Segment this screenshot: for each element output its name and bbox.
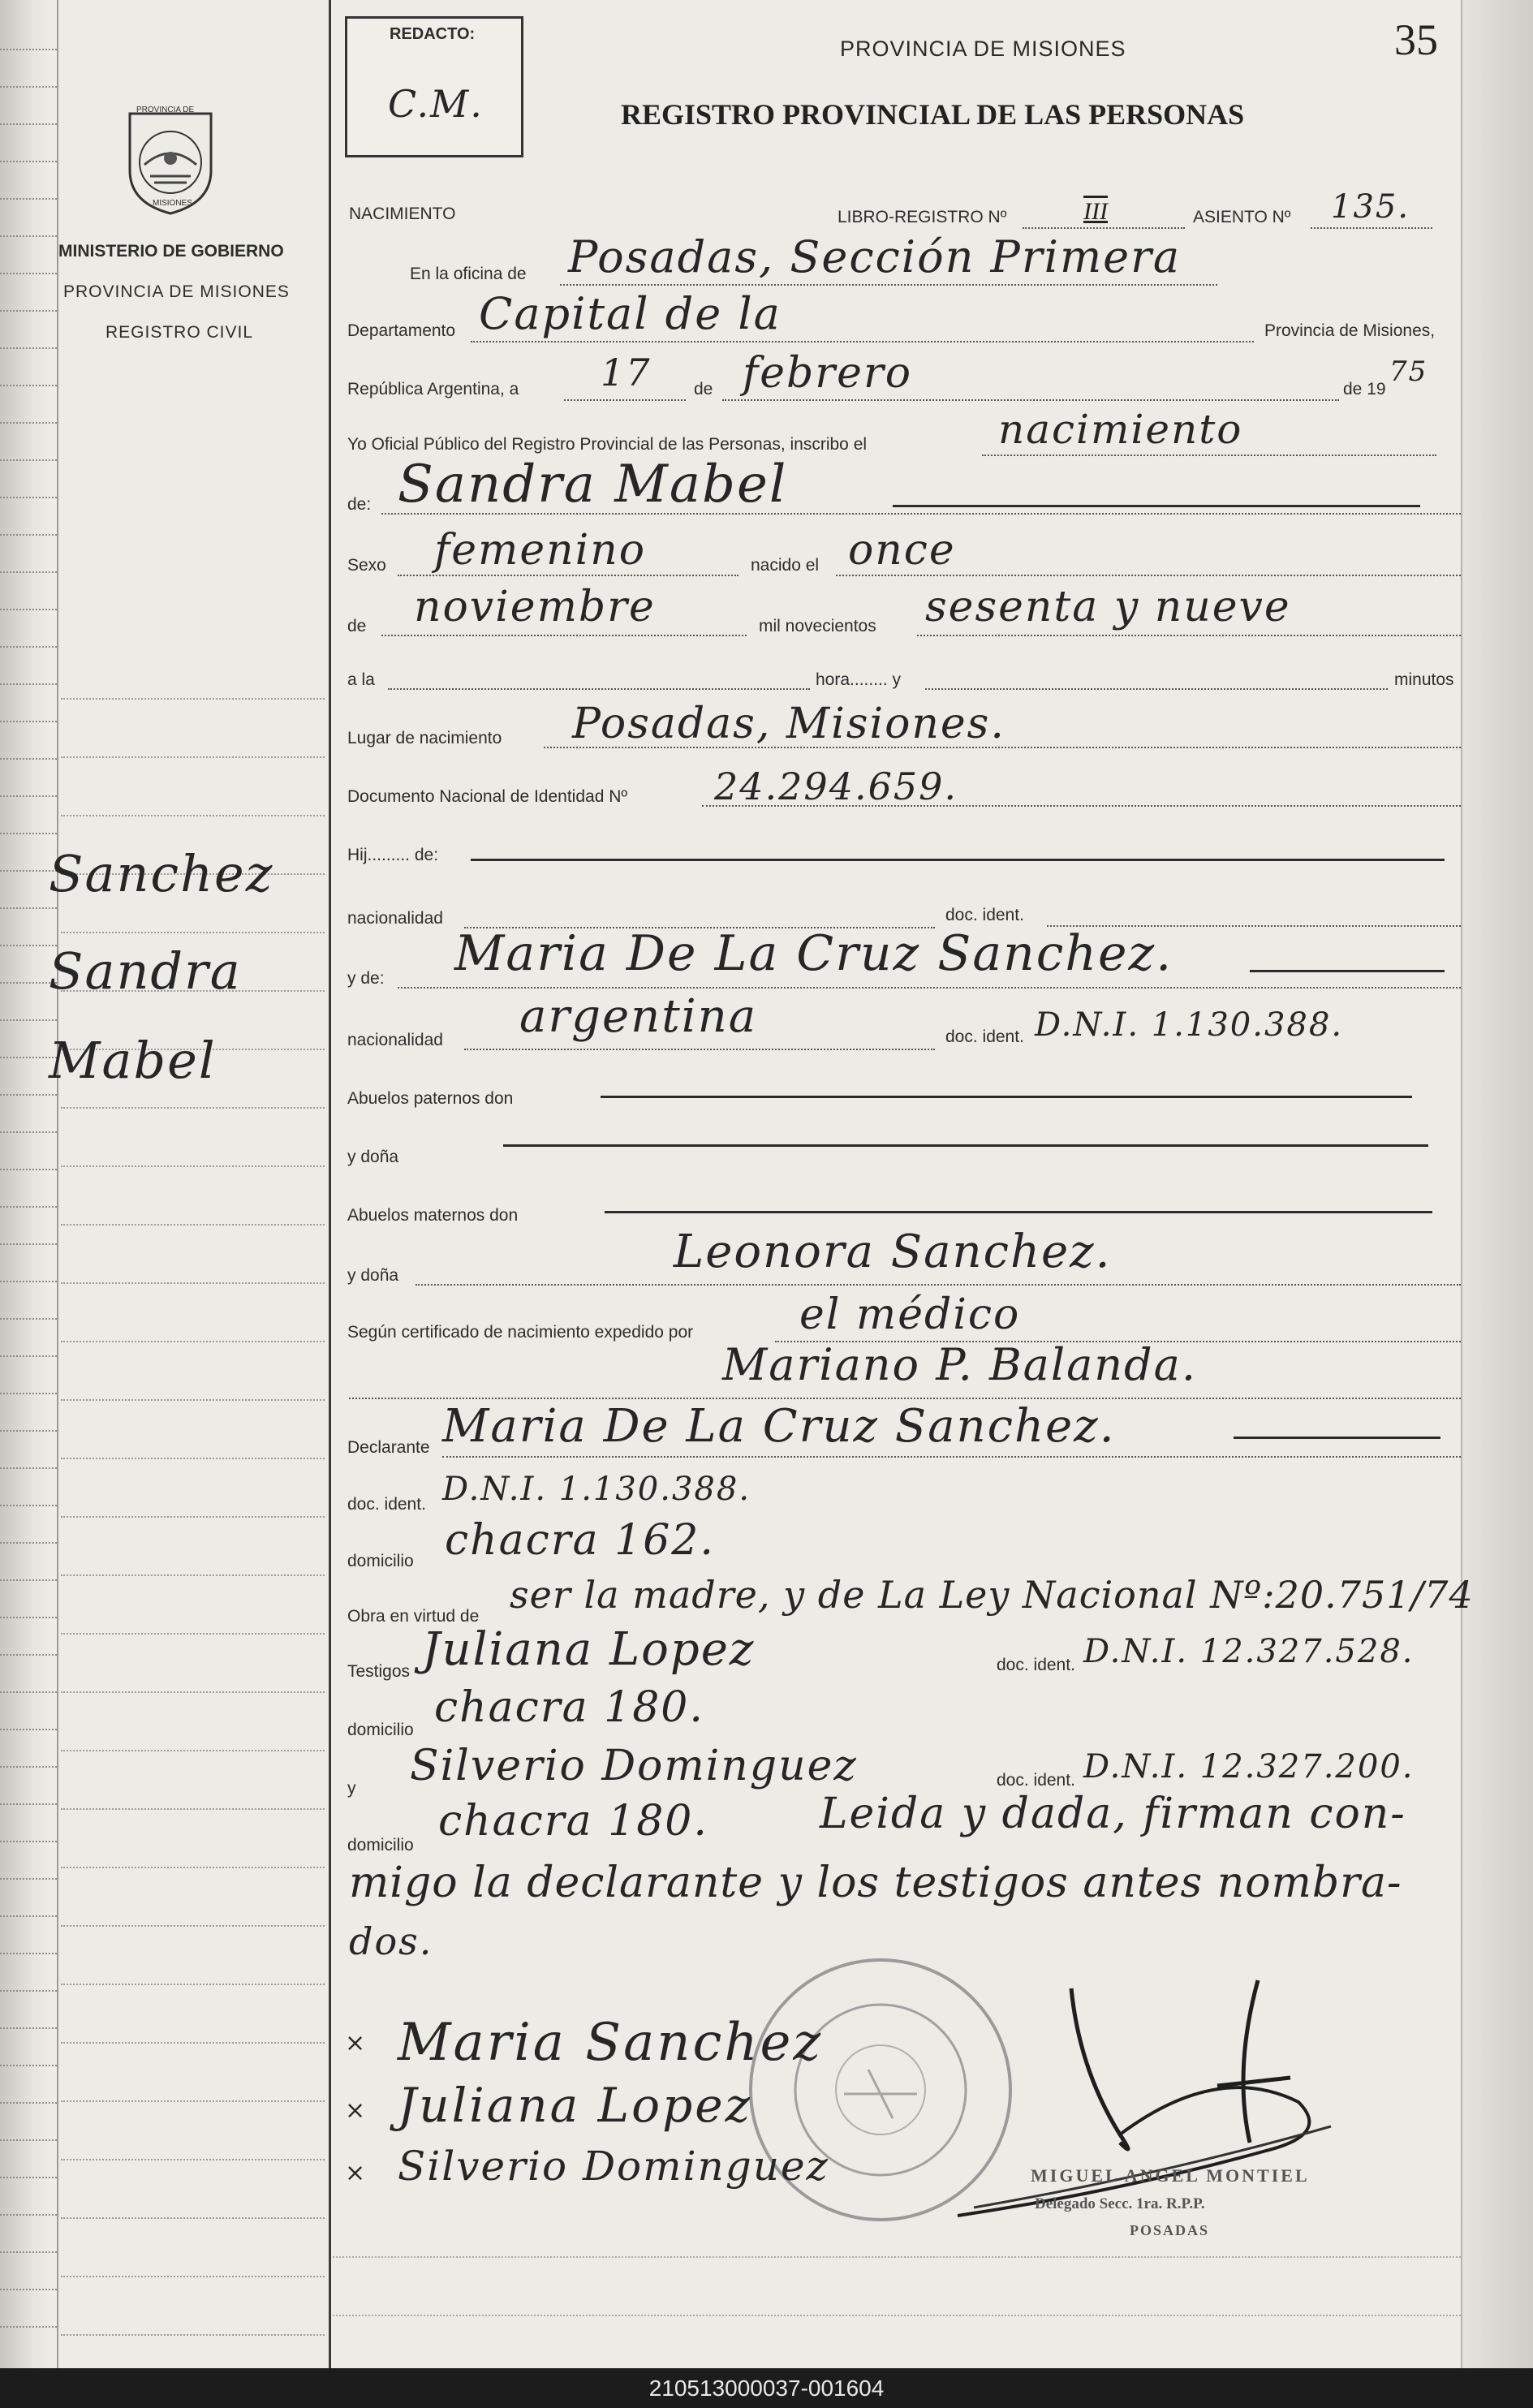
domicilio1-label: domicilio bbox=[347, 1552, 414, 1570]
ruled-line bbox=[0, 1878, 57, 1880]
anio-nac-dots bbox=[917, 635, 1461, 636]
ruled-line bbox=[0, 1953, 57, 1954]
abuela-mat-dots bbox=[416, 1284, 1461, 1286]
official-title: Delegado Secc. 1ra. R.P.P. bbox=[1035, 2195, 1205, 2212]
margin-ruled-line bbox=[61, 1750, 325, 1751]
ruled-line bbox=[0, 1019, 57, 1021]
nacionalidad2-value: argentina bbox=[519, 990, 758, 1043]
leida-line2: migo la declarante y los testigos antes nombra- bbox=[349, 1859, 1402, 1907]
oficina-dots bbox=[560, 284, 1217, 286]
margin-surname: Sanchez bbox=[49, 844, 274, 903]
segun-value: el médico bbox=[799, 1290, 1021, 1339]
ruled-line bbox=[0, 1243, 57, 1245]
ruled-line bbox=[0, 497, 57, 498]
ruled-line bbox=[0, 907, 57, 909]
ruled-line bbox=[0, 833, 57, 834]
de-label: de bbox=[694, 380, 713, 398]
nombre-value: Sandra Mabel bbox=[398, 454, 788, 515]
minutos-dots bbox=[925, 688, 1388, 690]
sexo-dots bbox=[398, 575, 739, 576]
ruled-line bbox=[0, 721, 57, 722]
ministry-line1: MINISTERIO DE GOBIERNO bbox=[58, 242, 284, 261]
margin-ruled-line bbox=[61, 698, 325, 700]
signature-3: Silverio Dominguez bbox=[398, 2143, 829, 2190]
leida-line3: dos. bbox=[349, 1919, 433, 1963]
margin-ruled-line bbox=[61, 1867, 325, 1868]
segun-label: Según certificado de nacimiento expedido por bbox=[347, 1323, 694, 1342]
padre-fill-line bbox=[471, 859, 1445, 861]
sexo-value: femenino bbox=[434, 526, 647, 575]
ruled-line bbox=[0, 758, 57, 760]
ruled-line bbox=[0, 2289, 57, 2290]
nombre-fill-line bbox=[893, 505, 1420, 507]
ruled-line bbox=[0, 646, 57, 648]
margin-ruled-line bbox=[61, 1574, 325, 1576]
ruled-line bbox=[0, 161, 57, 162]
sig-x-2: × bbox=[345, 2096, 368, 2125]
provincia-label: Provincia de Misiones, bbox=[1264, 321, 1436, 340]
ruled-line bbox=[0, 1467, 57, 1469]
mes-value: febrero bbox=[743, 349, 913, 398]
docident4-value: D.N.I. 12.327.528. bbox=[1083, 1633, 1415, 1670]
anio-label: de 19 bbox=[1343, 380, 1386, 398]
declarante-value: Maria De La Cruz Sanchez. bbox=[442, 1400, 1116, 1453]
nacionalidad1-label: nacionalidad bbox=[347, 909, 443, 928]
abuelos-mat-label: Abuelos maternos don bbox=[347, 1206, 519, 1225]
body-ruled-line bbox=[333, 2315, 1461, 2316]
oficial-label: Yo Oficial Público del Registro Provincial de las Personas, inscribo el bbox=[347, 435, 868, 454]
ruled-line bbox=[0, 86, 57, 88]
dia-dots bbox=[564, 399, 686, 401]
ruled-line bbox=[0, 1206, 57, 1208]
margin-ruled-line bbox=[61, 1633, 325, 1635]
margin-ruled-line bbox=[61, 756, 325, 758]
domicilio2-label: domicilio bbox=[347, 1721, 414, 1739]
page-edge bbox=[1461, 0, 1533, 2368]
margin-ruled-line bbox=[61, 1458, 325, 1459]
ruled-line bbox=[0, 310, 57, 312]
ruled-line bbox=[0, 571, 57, 573]
docident5-value: D.N.I. 12.327.200. bbox=[1083, 1748, 1415, 1786]
libro-dots bbox=[1023, 227, 1185, 229]
margin-ruled-line bbox=[61, 1399, 325, 1401]
departamento-label: Departamento bbox=[347, 321, 456, 340]
madre-dots bbox=[398, 987, 1461, 989]
abuela-mat-value: Leonora Sanchez. bbox=[674, 1226, 1112, 1278]
margin-line bbox=[57, 0, 58, 2368]
margin-ruled-line bbox=[61, 1808, 325, 1810]
de2-label: de: bbox=[347, 495, 372, 514]
madre-value: Maria De La Cruz Sanchez. bbox=[454, 925, 1173, 982]
testigo2-value: Silverio Dominguez bbox=[410, 1742, 858, 1790]
declarante-fill-line bbox=[1234, 1437, 1440, 1439]
margin-firstname: Sandra bbox=[49, 941, 242, 1001]
ruled-line bbox=[0, 2326, 57, 2328]
margin-ruled-line bbox=[61, 1341, 325, 1342]
redacto-label: REDACTO: bbox=[390, 25, 476, 43]
declarante-dots bbox=[442, 1456, 1461, 1458]
margin-ruled-line bbox=[61, 2100, 325, 2102]
ydona1-label: y doña bbox=[347, 1148, 399, 1166]
mes-dots bbox=[722, 399, 1339, 401]
oficina-value: Posadas, Sección Primera bbox=[568, 231, 1182, 282]
ruled-line bbox=[0, 1281, 57, 1282]
inscribo-value: nacimiento bbox=[998, 406, 1243, 453]
ruled-line bbox=[0, 1579, 57, 1581]
official-place: POSADAS bbox=[1130, 2222, 1210, 2238]
ruled-line bbox=[0, 1430, 57, 1432]
minutos-label: minutos bbox=[1394, 670, 1454, 689]
ruled-line bbox=[0, 1691, 57, 1693]
docident1-label: doc. ident. bbox=[945, 906, 1024, 924]
docident2-label: doc. ident. bbox=[945, 1027, 1024, 1046]
ruled-line bbox=[0, 1803, 57, 1805]
nacido-dots bbox=[836, 575, 1461, 576]
ruled-line bbox=[0, 2065, 57, 2066]
abuelo-mat-fill-line bbox=[605, 1211, 1432, 1213]
medico-value: Mariano P. Balanda. bbox=[722, 1339, 1197, 1390]
margin-ruled-line bbox=[61, 1984, 325, 1985]
leida-line1: Leida y dada, firman con- bbox=[820, 1790, 1406, 1838]
ruled-line bbox=[0, 1766, 57, 1768]
ruled-line bbox=[0, 2027, 57, 2029]
official-name: MIGUEL ANGEL MONTIEL bbox=[1031, 2165, 1310, 2186]
abuelos-pat-label: Abuelos paternos don bbox=[347, 1089, 514, 1108]
ruled-line bbox=[0, 795, 57, 797]
ruled-line bbox=[0, 1094, 57, 1096]
crest-text-bottom: MISIONES bbox=[153, 199, 192, 208]
ministry-line2: PROVINCIA DE MISIONES bbox=[63, 282, 290, 301]
sig-x-3: × bbox=[345, 2159, 368, 2187]
margin-ruled-line bbox=[61, 815, 325, 816]
page-number: 35 bbox=[1394, 15, 1438, 64]
libro-value: III bbox=[1083, 198, 1108, 225]
de3-label: de bbox=[347, 617, 367, 635]
domicilio1-value: chacra 162. bbox=[445, 1516, 715, 1565]
margin-ruled-line bbox=[61, 1282, 325, 1284]
ruled-line bbox=[0, 1505, 57, 1506]
docident5-label: doc. ident. bbox=[997, 1771, 1075, 1790]
docident4-label: doc. ident. bbox=[997, 1656, 1075, 1674]
sig-x-1: × bbox=[345, 2029, 368, 2057]
margin-ruled-line bbox=[61, 1691, 325, 1693]
crest-text-top: PROVINCIA DE bbox=[136, 106, 195, 114]
province-crest-icon bbox=[122, 101, 219, 215]
abuelo-pat-fill-line bbox=[601, 1096, 1412, 1098]
a-la-label: a la bbox=[347, 670, 375, 689]
domicilio3-value: chacra 180. bbox=[438, 1797, 708, 1846]
yde-label: y de: bbox=[347, 969, 385, 988]
ruled-line bbox=[0, 534, 57, 536]
ruled-line bbox=[0, 2251, 57, 2253]
signature-1: Maria Sanchez bbox=[398, 2013, 824, 2073]
ruled-line bbox=[0, 1393, 57, 1394]
ministry-line3: REGISTRO CIVIL bbox=[106, 323, 254, 342]
ruled-line bbox=[0, 1542, 57, 1544]
testigo1-value: Juliana Lopez bbox=[422, 1623, 756, 1676]
ruled-line bbox=[0, 1990, 57, 1992]
mes-nac-value: noviembre bbox=[414, 583, 656, 631]
abuela-pat-fill-line bbox=[503, 1144, 1428, 1147]
lugar-value: Posadas, Misiones. bbox=[572, 700, 1005, 748]
inscribo-dots bbox=[982, 454, 1436, 456]
ruled-line bbox=[0, 683, 57, 685]
docident3-label: doc. ident. bbox=[347, 1495, 426, 1514]
registry-title: REGISTRO PROVINCIAL DE LAS PERSONAS bbox=[621, 98, 1245, 131]
margin-ruled-line bbox=[61, 1224, 325, 1226]
margin-ruled-line bbox=[61, 2042, 325, 2044]
ruled-line bbox=[0, 609, 57, 610]
margin-ruled-line bbox=[61, 932, 325, 933]
ruled-line bbox=[0, 123, 57, 125]
ruled-line bbox=[0, 273, 57, 274]
ruled-line bbox=[0, 1617, 57, 1618]
docident3-value: D.N.I. 1.130.388. bbox=[442, 1471, 751, 1508]
official-signature-icon bbox=[876, 1972, 1445, 2232]
domicilio2-value: chacra 180. bbox=[434, 1683, 704, 1732]
ruled-line bbox=[0, 422, 57, 424]
nacido-label: nacido el bbox=[751, 556, 820, 575]
nacimiento-label: NACIMIENTO bbox=[349, 205, 456, 223]
dni-label: Documento Nacional de Identidad Nº bbox=[347, 787, 628, 806]
nacionalidad2-label: nacionalidad bbox=[347, 1031, 443, 1049]
ruled-line bbox=[0, 347, 57, 349]
ruled-line bbox=[0, 1131, 57, 1133]
ruled-line bbox=[0, 385, 57, 386]
anio-nac-value: sesenta y nueve bbox=[925, 583, 1291, 631]
asiento-label: ASIENTO Nº bbox=[1193, 208, 1291, 226]
ruled-line bbox=[0, 459, 57, 461]
departamento-dots bbox=[471, 341, 1254, 342]
republica-label: República Argentina, a bbox=[347, 380, 519, 398]
archive-id-footer: 210513000037-001604 bbox=[0, 2368, 1533, 2408]
ruled-line bbox=[0, 1318, 57, 1320]
lugar-label: Lugar de nacimiento bbox=[347, 729, 502, 747]
ruled-line bbox=[0, 1355, 57, 1357]
margin-ruled-line bbox=[61, 2217, 325, 2219]
departamento-value: Capital de la bbox=[479, 288, 782, 339]
docident2-value: D.N.I. 1.130.388. bbox=[1035, 1006, 1344, 1044]
medico-dots bbox=[349, 1398, 1461, 1399]
book-spine bbox=[0, 0, 57, 2368]
margin-ruled-line bbox=[61, 1165, 325, 1167]
ruled-line bbox=[0, 2139, 57, 2141]
margin-middlename: Mabel bbox=[49, 1031, 217, 1090]
mes-nac-dots bbox=[381, 635, 747, 636]
libro-label: LIBRO-REGISTRO Nº bbox=[838, 208, 1007, 226]
hora-label: hora........ y bbox=[816, 670, 902, 689]
ydona2-label: y doña bbox=[347, 1266, 399, 1285]
ruled-line bbox=[0, 1915, 57, 1917]
hij-label: Hij......... de: bbox=[347, 846, 439, 864]
asiento-dots bbox=[1311, 227, 1432, 229]
oficina-label: En la oficina de bbox=[410, 265, 527, 283]
dni-value: 24.294.659. bbox=[714, 765, 958, 808]
nacido-value: once bbox=[848, 526, 956, 575]
redacto-value: C.M. bbox=[388, 82, 484, 126]
mil-label: mil novecientos bbox=[759, 617, 876, 635]
margin-ruled-line bbox=[61, 2276, 325, 2277]
domicilio3-label: domicilio bbox=[347, 1836, 414, 1854]
margin-ruled-line bbox=[61, 1516, 325, 1518]
ruled-line bbox=[0, 2177, 57, 2178]
margin-ruled-line bbox=[61, 2334, 325, 2336]
margin-ruled-line bbox=[61, 1925, 325, 1927]
ruled-line bbox=[0, 1841, 57, 1842]
ruled-line bbox=[0, 49, 57, 50]
dia-value: 17 bbox=[601, 351, 652, 394]
anio-value: 75 bbox=[1389, 355, 1428, 388]
signature-2: Juliana Lopez bbox=[398, 2078, 753, 2133]
a-la-dots bbox=[388, 688, 810, 690]
testigos-label: Testigos bbox=[347, 1662, 411, 1681]
body-ruled-line bbox=[333, 2256, 1461, 2258]
obra-label: Obra en virtud de bbox=[347, 1607, 480, 1626]
ruled-line bbox=[0, 1654, 57, 1656]
sexo-label: Sexo bbox=[347, 556, 386, 575]
ruled-line bbox=[0, 1729, 57, 1730]
column-divider bbox=[329, 0, 331, 2368]
obra-value: ser la madre, y de La Ley Nacional Nº:20.751/74 bbox=[510, 1573, 1474, 1617]
asiento-value: 135. bbox=[1331, 188, 1410, 226]
margin-ruled-line bbox=[61, 2159, 325, 2160]
y-label: y bbox=[347, 1779, 356, 1798]
ruled-line bbox=[0, 2102, 57, 2104]
declarante-label: Declarante bbox=[347, 1438, 430, 1457]
madre-fill-line bbox=[1250, 970, 1445, 972]
ruled-line bbox=[0, 1169, 57, 1170]
province-title: PROVINCIA DE MISIONES bbox=[840, 37, 1126, 61]
nacionalidad2-dots bbox=[464, 1049, 935, 1050]
ruled-line bbox=[0, 2214, 57, 2216]
ruled-line bbox=[0, 235, 57, 237]
ruled-line bbox=[0, 198, 57, 200]
margin-ruled-line bbox=[61, 1107, 325, 1109]
redacto-box bbox=[345, 16, 523, 157]
